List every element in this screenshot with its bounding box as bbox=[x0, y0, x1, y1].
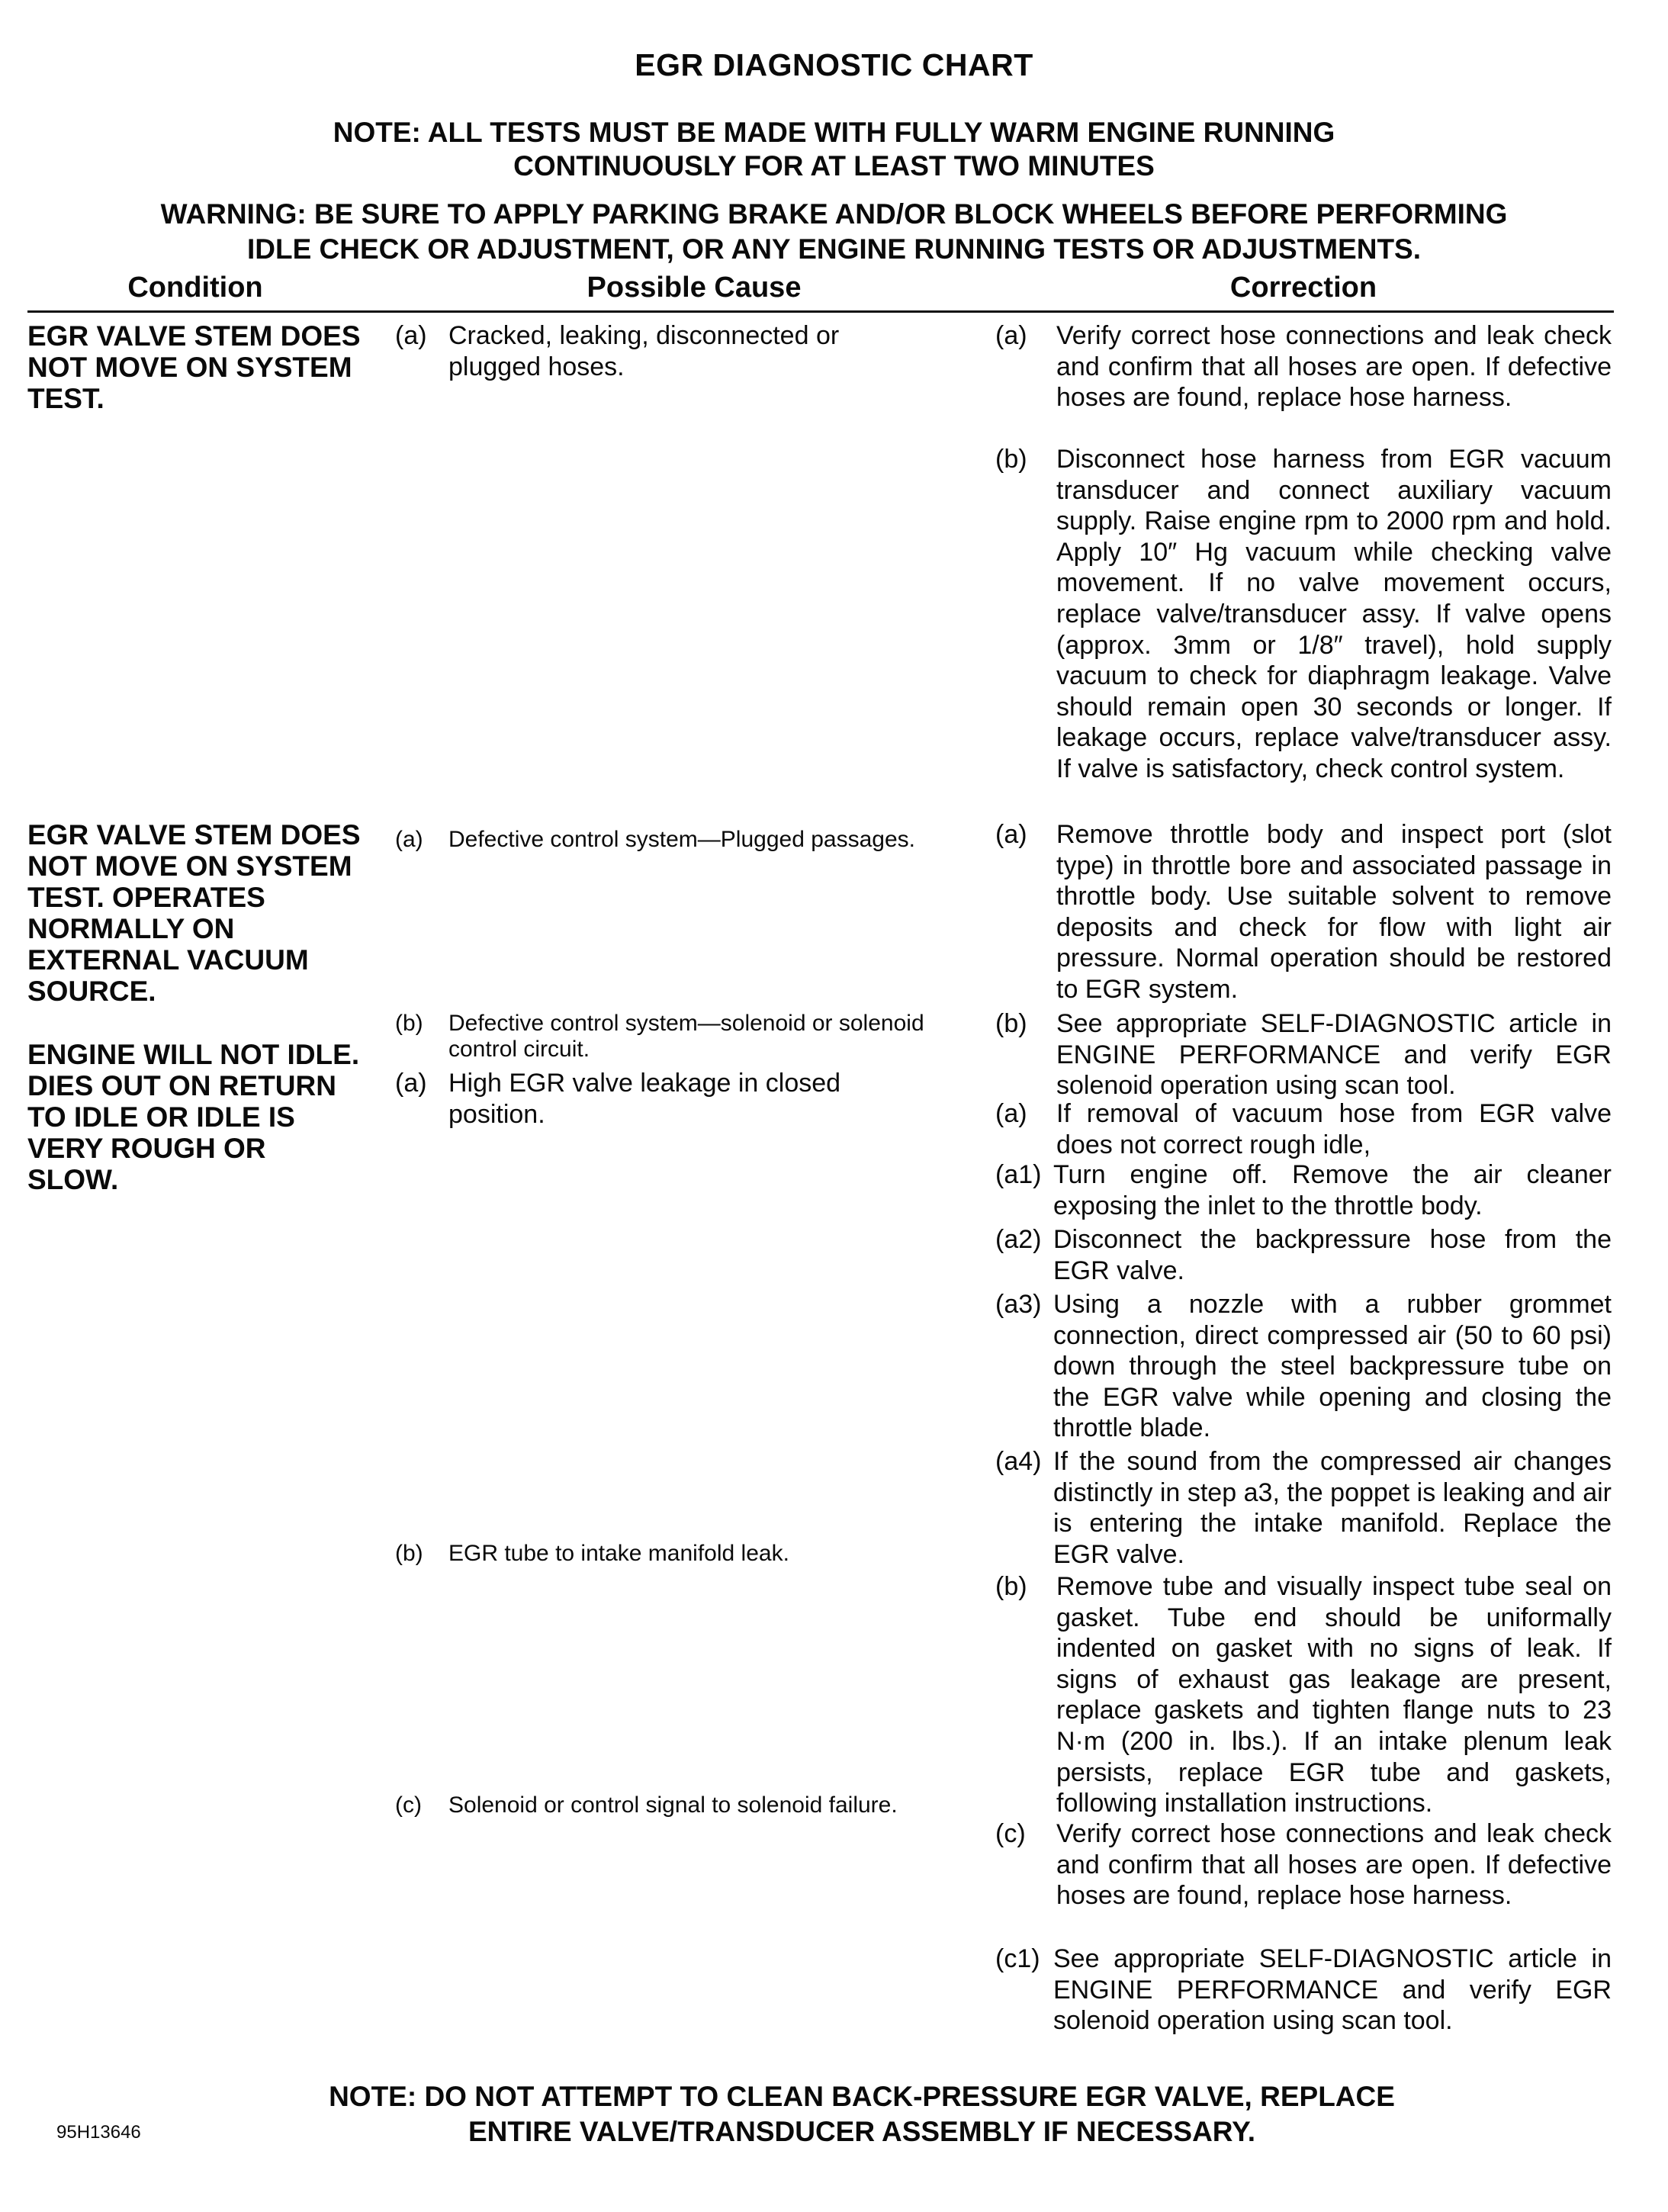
cause-item bbox=[395, 320, 937, 382]
cause-label: (b) bbox=[395, 1011, 423, 1036]
cause-item bbox=[395, 1541, 959, 1567]
cause-label: (a) bbox=[395, 827, 423, 852]
correction-item bbox=[995, 1098, 1612, 1160]
correction-text: Verify correct hose connections and leak check and confirm that all hoses are open. If defective hoses are found, replace hose harness. bbox=[1056, 1819, 1612, 1911]
condition-1: EGR VALVE STEM DOES NOT MOVE ON SYSTEM TEST. bbox=[27, 320, 361, 414]
cause-item bbox=[395, 1792, 959, 1818]
correction-label: (b) bbox=[995, 1572, 1027, 1601]
correction-label: (c) bbox=[995, 1819, 1026, 1848]
cause-text: Cracked, leaking, disconnected or plugged hoses. bbox=[448, 321, 840, 381]
correction-item bbox=[995, 1818, 1612, 1911]
correction-text: Using a nozzle with a rubber grommet connection, direct compressed air (50 to 60 psi) down through the steel backpressure tube on the EGR valve while opening and closing the throttle blade. bbox=[1053, 1290, 1612, 1443]
cause-text: EGR tube to intake manifold leak. bbox=[448, 1541, 789, 1566]
warning-line: IDLE CHECK OR ADJUSTMENT, OR ANY ENGINE RUNNING TESTS OR ADJUSTMENTS. bbox=[246, 233, 1422, 265]
correction-text: See appropriate SELF-DIAGNOSTIC article in ENGINE PERFORMANCE and verify EGR solenoid operation using scan tool. bbox=[1053, 1944, 1612, 2036]
condition-3: ENGINE WILL NOT IDLE. DIES OUT ON RETURN TO IDLE OR IDLE IS VERY ROUGH OR SLOW. bbox=[27, 1039, 360, 1195]
cause-item bbox=[395, 1068, 937, 1130]
correction-text: If removal of vacuum hose from EGR valve does not correct rough idle, bbox=[1056, 1099, 1612, 1159]
correction-label: (a) bbox=[995, 1099, 1027, 1128]
correction-label: (b) bbox=[995, 445, 1027, 474]
correction-text: If the sound from the compressed air changes distinctly in step a3, the poppet is leaking and air is entering the intake manifold. Replace the EGR valve. bbox=[1053, 1447, 1612, 1569]
correction-text: Remove throttle body and inspect port (slot type) in throttle bore and associated passage in throttle body. Use suitable solvent to remove deposits and check for flow with light air pressure. Normal operation should be restored to EGR system. bbox=[1056, 820, 1612, 1004]
top-note bbox=[0, 116, 1668, 183]
cause-item bbox=[395, 827, 959, 853]
cause-text: Defective control system—solenoid or solenoid control circuit. bbox=[448, 1011, 924, 1062]
correction-text: Verify correct hose connections and leak check and confirm that all hoses are open. If defective hoses are found, replace hose harness. bbox=[1056, 321, 1612, 413]
warning-note bbox=[53, 197, 1615, 267]
correction-item bbox=[995, 1944, 1612, 2037]
page-title: EGR DIAGNOSTIC CHART bbox=[635, 47, 1033, 82]
correction-label: (c1) bbox=[995, 1944, 1040, 1973]
cause-text: Solenoid or control signal to solenoid failure. bbox=[448, 1792, 898, 1818]
correction-item bbox=[995, 1446, 1612, 1570]
correction-item bbox=[995, 1289, 1612, 1444]
cause-text: Defective control system—Plugged passages. bbox=[448, 827, 915, 852]
header-divider bbox=[27, 310, 1614, 313]
correction-label: (a2) bbox=[995, 1225, 1042, 1254]
correction-text: Turn engine off. Remove the air cleaner exposing the inlet to the throttle body. bbox=[1053, 1160, 1612, 1220]
correction-label: (a) bbox=[995, 321, 1027, 350]
correction-text: Disconnect the backpressure hose from the EGR valve. bbox=[1053, 1225, 1612, 1285]
correction-label: (a4) bbox=[995, 1447, 1042, 1476]
cause-text: High EGR valve leakage in closed position. bbox=[448, 1069, 841, 1129]
correction-label: (b) bbox=[995, 1009, 1027, 1038]
correction-label: (a1) bbox=[995, 1160, 1042, 1189]
top-note-line: CONTINUOUSLY FOR AT LEAST TWO MINUTES bbox=[513, 150, 1155, 182]
column-header-condition: Condition bbox=[127, 272, 263, 304]
cause-label: (c) bbox=[395, 1792, 422, 1818]
top-note-line: NOTE: ALL TESTS MUST BE MADE WITH FULLY WARM ENGINE RUNNING bbox=[333, 117, 1335, 148]
correction-item bbox=[995, 1159, 1612, 1221]
warning-line: WARNING: BE SURE TO APPLY PARKING BRAKE AND/OR BLOCK WHEELS BEFORE PERFORMING bbox=[160, 198, 1508, 230]
cause-label: (a) bbox=[395, 321, 427, 350]
correction-item bbox=[995, 819, 1612, 1005]
correction-label: (a) bbox=[995, 820, 1027, 849]
column-header-correction: Correction bbox=[1229, 272, 1377, 304]
correction-text: See appropriate SELF-DIAGNOSTIC article in ENGINE PERFORMANCE and verify EGR solenoid operation using scan tool. bbox=[1056, 1009, 1612, 1101]
cause-item bbox=[395, 1011, 959, 1063]
cause-label: (b) bbox=[395, 1541, 423, 1566]
condition-2: EGR VALVE STEM DOES NOT MOVE ON SYSTEM TEST. OPERATES NORMALLY ON EXTERNAL VACUUM SOURCE. bbox=[27, 819, 361, 1007]
correction-item bbox=[995, 444, 1612, 785]
correction-label: (a3) bbox=[995, 1290, 1042, 1319]
correction-item bbox=[995, 1008, 1612, 1101]
correction-item bbox=[995, 1571, 1612, 1819]
correction-item bbox=[995, 1224, 1612, 1286]
column-header-cause: Possible Cause bbox=[587, 272, 802, 304]
correction-text: Disconnect hose harness from EGR vacuum transducer and connect auxiliary vacuum supply. Raise engine rpm to 2000 rpm and hold. Apply 10″ Hg vacuum while checking valve movement. If no valve movement occurs, replace valve/transducer assy. If valve opens (approx. 3mm or 1/8″ travel), hold supply vacuum to check for diaphragm leakage. Valve should remain open 30 seconds or longer. If leakage occurs, replace valve/transducer assy. If valve is satisfactory, check control system. bbox=[1056, 445, 1612, 783]
correction-text: Remove tube and visually inspect tube seal on gasket. Tube end should be uniformally indented on gasket with no signs of leak. If signs of exhaust gas leakage are present, replace gaskets and tighten flange nuts to 23 N·m (200 in. lbs.). If an intake plenum leak persists, replace EGR tube and gaskets, following installation instructions. bbox=[1056, 1572, 1612, 1818]
bottom-note bbox=[153, 2079, 1571, 2149]
cause-label: (a) bbox=[395, 1069, 427, 1098]
figure-code: 95H13646 bbox=[56, 2122, 141, 2143]
correction-item bbox=[995, 320, 1612, 413]
bottom-note-line: NOTE: DO NOT ATTEMPT TO CLEAN BACK-PRESSURE EGR VALVE, REPLACE bbox=[329, 2081, 1395, 2112]
bottom-note-line: ENTIRE VALVE/TRANSDUCER ASSEMBLY IF NECESSARY. bbox=[468, 2116, 1256, 2147]
